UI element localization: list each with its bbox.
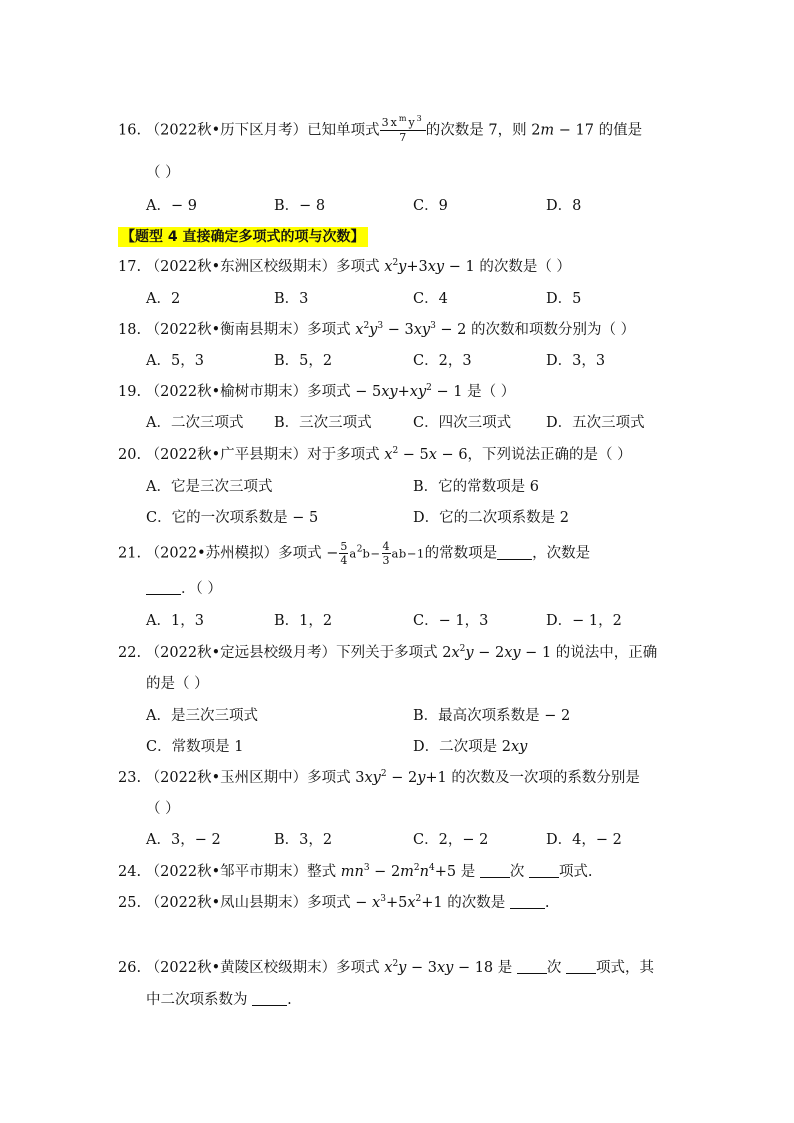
variable: x	[407, 895, 416, 911]
question-text: 多项式	[336, 960, 385, 976]
variable: xy	[504, 645, 521, 661]
question-text: − 3	[406, 960, 437, 976]
question-text: − 17 的值是	[554, 122, 643, 139]
question-text: 项式.	[558, 864, 593, 880]
answer-blank[interactable]	[480, 863, 510, 878]
question-text: 次	[546, 960, 566, 976]
question-text: − 1 的次数是（ ）	[444, 259, 571, 275]
answer-blank[interactable]	[566, 959, 596, 974]
term: ab−1	[391, 546, 425, 561]
option-c: C．− 1，3	[413, 613, 489, 629]
question-number: 21.	[118, 545, 142, 562]
question-number: 25.	[118, 895, 142, 911]
variable: y	[398, 960, 407, 976]
question-text: +3	[406, 259, 428, 275]
option-b: B．它的常数项是 6	[413, 479, 539, 495]
exponent: 2	[392, 959, 399, 969]
exponent: 3	[430, 321, 436, 331]
question-16	[118, 116, 642, 145]
frac-num-part: 3x	[381, 116, 399, 129]
question-text: 项式，其	[596, 960, 654, 976]
question-number: 22.	[118, 645, 142, 661]
question-number: 24.	[118, 864, 142, 880]
option-a: A．3，− 2	[146, 832, 221, 848]
variable: xy	[436, 960, 454, 976]
option-b: B．− 8	[274, 198, 326, 214]
variable: x	[428, 447, 437, 463]
question-number: 20.	[118, 447, 142, 463]
variable: xy	[510, 739, 528, 755]
option-d: D．5	[546, 291, 582, 307]
question-21-line2	[146, 579, 222, 599]
exponent: 4	[429, 863, 435, 873]
variable: m	[540, 122, 555, 139]
option-d: D．3，3	[546, 353, 606, 369]
option-b: B．最高次项系数是 − 2	[413, 708, 571, 724]
question-text: − 2	[386, 770, 418, 786]
term: b−	[362, 546, 381, 561]
question-text: − 6，下列说法正确的是（ ）	[436, 447, 632, 463]
exponent: 3	[380, 894, 386, 904]
question-number: 26.	[118, 960, 142, 976]
variable: n	[419, 864, 429, 880]
question-number: 23.	[118, 770, 142, 786]
question-text: +	[397, 384, 410, 400]
question-number: 17.	[118, 259, 142, 275]
option-d: D．它的二次项系数是 2	[413, 510, 569, 526]
option-d: D．8	[546, 198, 582, 214]
question-text: 多项式 3	[307, 770, 365, 786]
variable: x	[409, 384, 418, 400]
exponent: 3	[377, 321, 384, 331]
answer-blank[interactable]	[517, 959, 547, 974]
variable: xy	[364, 770, 381, 786]
question-source: （2022秋•历下区月考）	[145, 122, 308, 139]
question-text: +1 的次数是	[421, 895, 510, 911]
question-text: +5 是	[434, 864, 480, 880]
variable: y	[465, 645, 474, 661]
exponent: 3	[363, 863, 370, 873]
exponent: m	[398, 114, 409, 123]
variable: xy	[413, 322, 431, 338]
question-text: .	[544, 895, 550, 911]
fraction	[382, 540, 391, 567]
question-text: 多项式 −	[307, 895, 373, 911]
frac-num: 4	[382, 540, 390, 553]
question-19	[118, 382, 515, 402]
question-text: − 1 是（ ）	[431, 384, 516, 400]
option-c: C．四次三项式	[413, 415, 512, 431]
option-a: A．二次三项式	[146, 415, 244, 431]
exponent: 2	[413, 863, 420, 873]
exponent: 2	[392, 258, 399, 268]
answer-paren: （ ）	[146, 165, 180, 181]
frac-den: 7	[399, 131, 407, 144]
frac-num: 5	[340, 540, 348, 553]
question-22	[118, 643, 657, 663]
question-text: − 1 的说法中，正确	[520, 645, 658, 661]
question-25	[118, 893, 549, 913]
variable: y	[369, 322, 378, 338]
question-text: − 18 是	[453, 960, 517, 976]
question-source: （2022秋•黄陵区校级期末）	[145, 960, 337, 976]
question-text: − 2	[369, 864, 401, 880]
question-26-line2	[146, 990, 292, 1010]
option-b: B．1，2	[274, 613, 333, 629]
question-text: − 2	[473, 645, 505, 661]
exponent: 2	[363, 321, 370, 331]
variable: x	[372, 895, 381, 911]
question-20	[118, 445, 632, 465]
option-c: C．它的一次项系数是 − 5	[146, 510, 319, 526]
exponent: 2	[392, 446, 399, 456]
question-24	[118, 862, 593, 882]
question-source: （2022秋•凤山县期末）	[145, 895, 308, 911]
question-21	[118, 540, 590, 567]
option-d	[413, 737, 527, 757]
question-text: ．（ ）	[181, 581, 222, 597]
question-text: 多项式 − 5	[307, 384, 382, 400]
option-b: B．3，2	[274, 832, 333, 848]
question-source: （2022秋•邹平市期末）	[145, 864, 308, 880]
question-text: 已知单项式	[307, 122, 380, 139]
answer-blank[interactable]	[497, 545, 532, 560]
exponent: 3	[416, 114, 424, 123]
monomial-fraction	[380, 116, 426, 145]
question-17	[118, 257, 571, 277]
frac-den: 4	[340, 554, 348, 567]
question-text: 多项式 −	[278, 545, 339, 562]
question-source: （2022秋•定远县校级月考）	[145, 645, 337, 661]
question-source: （2022•苏州模拟）	[145, 545, 279, 562]
option-b: B．3	[274, 291, 309, 307]
exponent: 2	[426, 383, 432, 393]
question-22-line2: 的是（ ）	[146, 676, 209, 692]
question-26	[118, 958, 654, 978]
variable: xy	[427, 259, 445, 275]
exponent: 2	[380, 769, 387, 779]
question-text: 多项式	[336, 259, 385, 275]
variable: m	[400, 864, 414, 880]
frac-num-part: y	[408, 116, 417, 129]
option-d: D．五次三项式	[546, 415, 645, 431]
question-text: 下列关于多项式 2	[336, 645, 452, 661]
question-text: 中二次项系数为	[146, 992, 253, 1008]
question-number: 18.	[118, 322, 142, 338]
option-a: A．5，3	[146, 353, 204, 369]
question-text: 次	[509, 864, 529, 880]
frac-den: 3	[382, 554, 390, 567]
question-number: 19.	[118, 384, 142, 400]
question-text: − 5	[398, 447, 429, 463]
option-a: A．是三次三项式	[146, 708, 258, 724]
question-18	[118, 320, 635, 340]
option-a: A．1，3	[146, 613, 204, 629]
variable: mn	[340, 864, 364, 880]
option-a: A．2	[146, 291, 181, 307]
option-d: D．− 1，2	[546, 613, 622, 629]
answer-blank[interactable]	[252, 991, 287, 1006]
question-text: ，次数是	[532, 545, 591, 562]
exponent: 2	[415, 894, 422, 904]
answer-blank[interactable]	[146, 580, 181, 595]
question-23	[118, 768, 640, 788]
variable: y	[417, 770, 426, 786]
option-c: C．2，3	[413, 353, 472, 369]
question-text: +1 的次数及一次项的系数分别是	[425, 770, 640, 786]
fraction	[339, 540, 348, 567]
question-source: （2022秋•玉州区期中）	[145, 770, 308, 786]
variable: xy	[381, 384, 398, 400]
answer-paren: （ ）	[146, 801, 180, 817]
question-source: （2022秋•榆树市期末）	[145, 384, 308, 400]
question-text: 多项式	[307, 322, 356, 338]
question-source: （2022秋•衡南县期末）	[145, 322, 308, 338]
option-d: D．4，− 2	[546, 832, 622, 848]
variable: y	[417, 384, 427, 400]
variable: x	[384, 960, 393, 976]
option-c: C．4	[413, 291, 448, 307]
question-text: +5	[385, 895, 408, 911]
question-source: （2022秋•广平县期末）	[145, 447, 308, 463]
variable: x	[355, 322, 364, 338]
option-c: C．2，− 2	[413, 832, 489, 848]
question-text: 的次数是 7，则 2	[425, 122, 541, 139]
option-a: A．它是三次三项式	[146, 479, 273, 495]
term: a	[349, 546, 357, 561]
exponent: 2	[356, 544, 363, 555]
question-text: 整式	[307, 864, 341, 880]
question-text: 对于多项式	[307, 447, 385, 463]
variable: x	[451, 645, 460, 661]
variable: x	[384, 447, 393, 463]
variable: x	[384, 259, 393, 275]
option-b: B．5，2	[274, 353, 333, 369]
question-text: .	[287, 992, 292, 1008]
question-number: 16.	[118, 122, 142, 139]
option-c: C．9	[413, 198, 448, 214]
option-text: D．二次项是 2	[413, 739, 511, 755]
answer-blank[interactable]	[510, 894, 545, 909]
option-a: A．− 9	[146, 198, 197, 214]
question-source: （2022秋•东洲区校级期末）	[145, 259, 337, 275]
question-text: − 2 的次数和项数分别为（ ）	[435, 322, 636, 338]
option-b: B．三次三项式	[274, 415, 372, 431]
question-text: 的常数项是	[424, 545, 498, 562]
answer-blank[interactable]	[529, 863, 559, 878]
exponent: 2	[459, 644, 466, 654]
question-text: − 3	[383, 322, 414, 338]
section-heading: 【题型 4 直接确定多项式的项与次数】	[118, 227, 368, 247]
variable: y	[398, 259, 407, 275]
option-c: C．常数项是 1	[146, 739, 244, 755]
